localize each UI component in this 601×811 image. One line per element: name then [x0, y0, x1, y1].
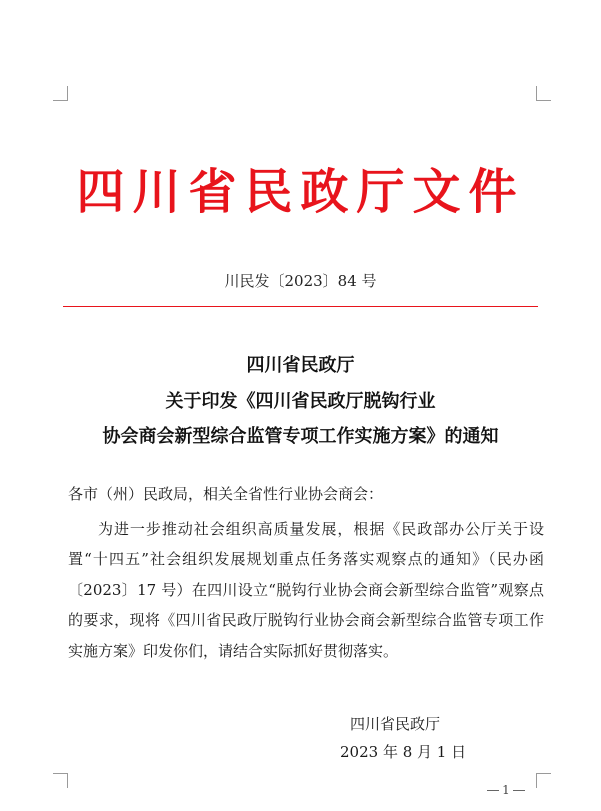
notice-title-line-2: 关于印发《四川省民政厅脱钩行业	[165, 391, 436, 412]
signature-organization: 四川省民政厅	[350, 715, 441, 733]
document-number: 川民发〔2023〕84 号	[224, 272, 377, 290]
notice-title-line-1: 四川省民政厅	[246, 355, 355, 376]
document-header-title: 四川省民政厅文件	[76, 164, 525, 220]
body-paragraph: 为进一步推动社会组织高质量发展，根据《民政部办公厅关于设置“十四五”社会组织发展规划重点任务落实观察点的通知》（民办函〔2023〕17 号）在四川设立“脱钩行业协会商会新型综合监管”观察点的要求，现将《四川省民政厅脱钩行业协会商会新型综合监管专项工作实施方案》印发你们，请结合实际抓好贯彻落实。	[68, 520, 544, 660]
addressee: 各市（州）民政局，相关全省性行业协会商会：	[68, 485, 384, 503]
crop-mark-top-right	[536, 86, 551, 101]
crop-mark-bottom-right	[536, 773, 551, 788]
signature-date: 2023 年 8 月 1 日	[340, 743, 467, 761]
crop-mark-top-left	[53, 86, 68, 101]
crop-mark-bottom-left	[53, 773, 68, 788]
page-number: 1	[484, 783, 528, 797]
red-separator-line	[63, 306, 538, 307]
notice-title-line-3: 协会商会新型综合监管专项工作实施方案》的通知	[102, 426, 499, 447]
